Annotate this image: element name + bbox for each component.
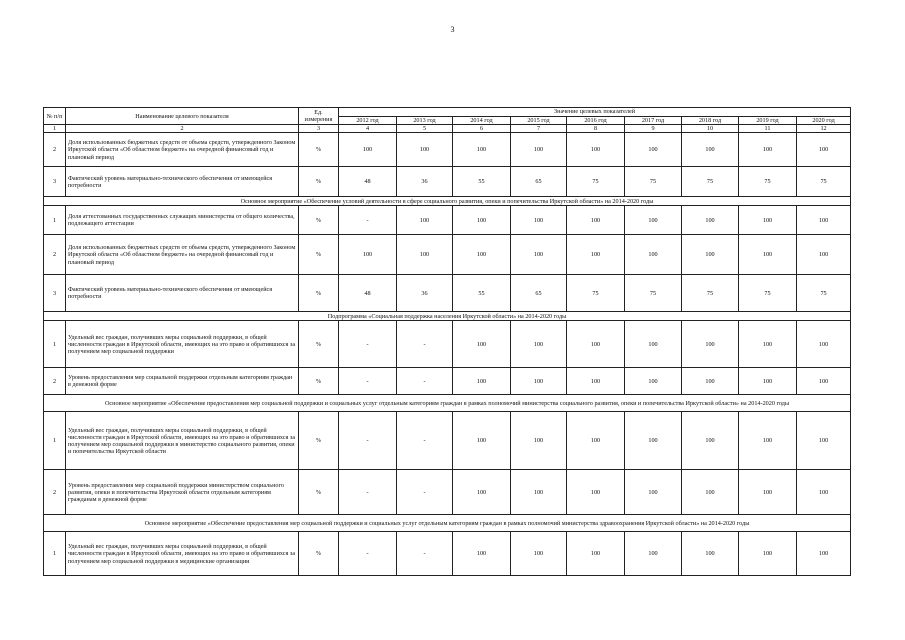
indicator-name: Доля использованных бюджетных средств от объема средств, утвержденного Законом Иркутской области «Об областном бюджете» на очередной финансовый год и плановый период: [66, 133, 299, 167]
indicators-table: [43, 107, 851, 576]
value-2016: 100: [567, 206, 625, 235]
value-2012: 48: [339, 275, 397, 312]
header-name: Наименование целевого показателя: [66, 108, 299, 125]
value-2012: -: [339, 412, 397, 470]
value-2012: -: [339, 470, 397, 515]
unit: %: [299, 275, 339, 312]
value-2014: 100: [453, 532, 511, 576]
row-number: 1: [44, 412, 66, 470]
value-2016: 75: [567, 167, 625, 197]
value-2016: 100: [567, 133, 625, 167]
value-2016: 100: [567, 532, 625, 576]
value-2012: -: [339, 532, 397, 576]
indicator-name: Удельный вес граждан, получивших меры социальной поддержки, в общей численности граждан в Иркутской области, имеющих на это право и обратившихся за получением мер социальной поддержки в медицинские организации: [66, 532, 299, 576]
column-number-11: 11: [739, 125, 797, 133]
table-row: [44, 368, 851, 395]
table-row: [44, 235, 851, 275]
value-2013: 100: [397, 235, 453, 275]
value-2019: 100: [739, 206, 797, 235]
indicator-name: Доля аттестованных государственных служащих министерства от общего количества, подлежащего аттестации: [66, 206, 299, 235]
value-2017: 100: [625, 321, 682, 368]
value-2012: 100: [339, 235, 397, 275]
unit: %: [299, 368, 339, 395]
column-number-10: 10: [682, 125, 739, 133]
value-2019: 75: [739, 275, 797, 312]
column-numbers-row: [44, 125, 851, 133]
column-number-9: 9: [625, 125, 682, 133]
row-number: 1: [44, 321, 66, 368]
table-row: [44, 133, 851, 167]
value-2018: 100: [682, 532, 739, 576]
table-row: [44, 206, 851, 235]
value-2017: 100: [625, 235, 682, 275]
value-2012: 48: [339, 167, 397, 197]
header-year-7: 2018 год: [682, 117, 739, 125]
value-2012: 100: [339, 133, 397, 167]
value-2019: 100: [739, 235, 797, 275]
header-year-2: 2013 год: [397, 117, 453, 125]
section-title: Основное мероприятие «Обеспечение предоставления мер социальной поддержки и социальных услуг отдельным категориям граждан в рамках полномочий министерства здравоохранения Иркутской области» на 2014-2020 годы: [44, 515, 851, 532]
value-2013: 100: [397, 133, 453, 167]
section-row: [44, 312, 851, 321]
header-year-3: 2014 год: [453, 117, 511, 125]
column-number-5: 5: [397, 125, 453, 133]
unit: %: [299, 235, 339, 275]
value-2016: 100: [567, 235, 625, 275]
value-2017: 100: [625, 133, 682, 167]
value-2015: 100: [511, 235, 567, 275]
value-2013: -: [397, 412, 453, 470]
indicator-name: Фактический уровень материально-технического обеспечения от имеющейся потребности: [66, 167, 299, 197]
row-number: 1: [44, 532, 66, 576]
unit: %: [299, 206, 339, 235]
table-row: [44, 470, 851, 515]
value-2014: 55: [453, 275, 511, 312]
value-2018: 100: [682, 321, 739, 368]
value-2016: 75: [567, 275, 625, 312]
value-2019: 100: [739, 470, 797, 515]
value-2013: -: [397, 532, 453, 576]
value-2015: 100: [511, 133, 567, 167]
section-row: [44, 395, 851, 412]
value-2017: 100: [625, 532, 682, 576]
value-2015: 65: [511, 275, 567, 312]
section-row: [44, 197, 851, 206]
header-year-1: 2012 год: [339, 117, 397, 125]
value-2015: 100: [511, 470, 567, 515]
value-2018: 100: [682, 470, 739, 515]
section-title: Основное мероприятие «Обеспечение предоставления мер социальной поддержки и социальных услуг отдельным категориям граждан в рамках полномочий министерства социального развития, опеки и попечительства Иркутской области» на 2014-2020 годы: [44, 395, 851, 412]
value-2019: 75: [739, 167, 797, 197]
column-number-7: 7: [511, 125, 567, 133]
value-2015: 100: [511, 321, 567, 368]
value-2015: 100: [511, 368, 567, 395]
value-2015: 100: [511, 412, 567, 470]
unit: %: [299, 470, 339, 515]
value-2014: 100: [453, 368, 511, 395]
value-2017: 100: [625, 470, 682, 515]
value-2016: 100: [567, 412, 625, 470]
header-year-5: 2016 год: [567, 117, 625, 125]
value-2020: 75: [797, 275, 851, 312]
row-number: 2: [44, 368, 66, 395]
indicator-name: Удельный вес граждан, получивших меры социальной поддержки, в общей численности граждан в Иркутской области, имеющих на это право и обратившихся за получением мер социальной поддержки в министерство социального развития, опеки и попечительства Иркутской области: [66, 412, 299, 470]
value-2014: 100: [453, 235, 511, 275]
value-2014: 100: [453, 206, 511, 235]
indicator-name: Удельный вес граждан, получивших меры социальной поддержки, в общей численности граждан в Иркутской области, имеющих на это право и обратившихся за получением мер социальной поддержки: [66, 321, 299, 368]
value-2013: 36: [397, 167, 453, 197]
table-row: [44, 321, 851, 368]
value-2014: 100: [453, 470, 511, 515]
column-number-3: 3: [299, 125, 339, 133]
value-2015: 65: [511, 167, 567, 197]
row-number: 2: [44, 235, 66, 275]
table-row: [44, 167, 851, 197]
value-2020: 100: [797, 470, 851, 515]
row-number: 3: [44, 275, 66, 312]
value-2018: 100: [682, 206, 739, 235]
section-title: Основное мероприятие «Обеспечение условий деятельности в сфере социального развития, опеки и попечительства Иркутской области» на 2014-2020 годы: [44, 197, 851, 206]
row-number: 2: [44, 470, 66, 515]
page-number: 3: [450, 25, 455, 34]
value-2019: 100: [739, 321, 797, 368]
value-2020: 100: [797, 368, 851, 395]
value-2012: -: [339, 321, 397, 368]
unit: %: [299, 321, 339, 368]
value-2020: 100: [797, 235, 851, 275]
value-2016: 100: [567, 470, 625, 515]
value-2020: 75: [797, 167, 851, 197]
unit: %: [299, 167, 339, 197]
unit: %: [299, 412, 339, 470]
value-2013: 100: [397, 206, 453, 235]
value-2020: 100: [797, 412, 851, 470]
value-2013: -: [397, 321, 453, 368]
value-2013: -: [397, 368, 453, 395]
value-2012: -: [339, 368, 397, 395]
table-row: [44, 275, 851, 312]
column-number-4: 4: [339, 125, 397, 133]
column-number-8: 8: [567, 125, 625, 133]
row-number: 2: [44, 133, 66, 167]
value-2017: 100: [625, 206, 682, 235]
value-2020: 100: [797, 206, 851, 235]
column-number-1: 1: [44, 125, 66, 133]
value-2013: -: [397, 470, 453, 515]
value-2019: 100: [739, 532, 797, 576]
header-num: № п/п: [44, 108, 66, 125]
column-number-12: 12: [797, 125, 851, 133]
value-2019: 100: [739, 412, 797, 470]
unit: %: [299, 532, 339, 576]
value-2014: 100: [453, 321, 511, 368]
value-2019: 100: [739, 368, 797, 395]
indicator-name: Уровень предоставления мер социальной поддержки отдельным категориям граждан в денежной форме: [66, 368, 299, 395]
value-2014: 55: [453, 167, 511, 197]
section-title: Подпрограмма «Социальная поддержка населения Иркутской области» на 2014-2020 годы: [44, 312, 851, 321]
value-2013: 36: [397, 275, 453, 312]
indicator-name: Доля использованных бюджетных средств от объема средств, утвержденного Законом Иркутской области «Об областном бюджете» на очередной финансовый год и плановый период: [66, 235, 299, 275]
value-2017: 100: [625, 412, 682, 470]
header-year-4: 2015 год: [511, 117, 567, 125]
value-2018: 75: [682, 275, 739, 312]
value-2014: 100: [453, 412, 511, 470]
value-2017: 75: [625, 167, 682, 197]
value-2018: 100: [682, 368, 739, 395]
section-row: [44, 515, 851, 532]
table-body: [44, 133, 851, 576]
header-year-8: 2019 год: [739, 117, 797, 125]
header-values: Значение целевых показателей: [339, 108, 851, 117]
value-2015: 100: [511, 532, 567, 576]
value-2020: 100: [797, 321, 851, 368]
table-row: [44, 532, 851, 576]
value-2015: 100: [511, 206, 567, 235]
value-2018: 100: [682, 412, 739, 470]
header-year-6: 2017 год: [625, 117, 682, 125]
value-2018: 75: [682, 167, 739, 197]
indicator-name: Уровень предоставления мер социальной поддержки министерством социального развития, опеки и попечительства Иркутской области отдельным категориям гражданам в денежной форме: [66, 470, 299, 515]
value-2019: 100: [739, 133, 797, 167]
value-2020: 100: [797, 133, 851, 167]
column-number-2: 2: [66, 125, 299, 133]
value-2017: 100: [625, 368, 682, 395]
value-2017: 75: [625, 275, 682, 312]
header-year-9: 2020 год: [797, 117, 851, 125]
row-number: 1: [44, 206, 66, 235]
value-2012: -: [339, 206, 397, 235]
value-2018: 100: [682, 133, 739, 167]
value-2018: 100: [682, 235, 739, 275]
unit: %: [299, 133, 339, 167]
table-row: [44, 412, 851, 470]
value-2016: 100: [567, 368, 625, 395]
column-number-6: 6: [453, 125, 511, 133]
value-2020: 100: [797, 532, 851, 576]
header-unit: Ед. измерения: [299, 108, 339, 125]
value-2016: 100: [567, 321, 625, 368]
indicator-name: Фактический уровень материально-технического обеспечения от имеющейся потребности: [66, 275, 299, 312]
value-2014: 100: [453, 133, 511, 167]
row-number: 3: [44, 167, 66, 197]
